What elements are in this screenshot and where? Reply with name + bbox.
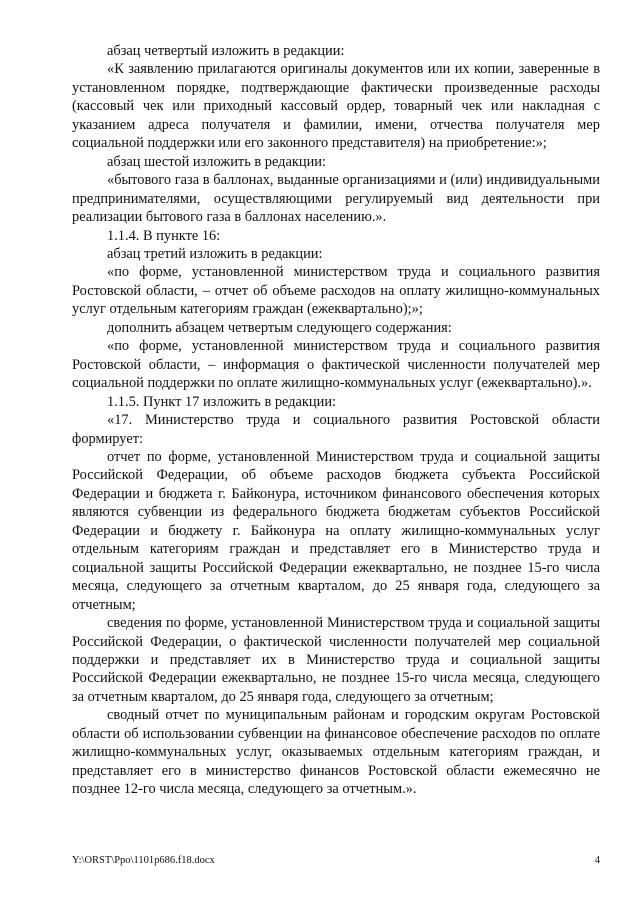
paragraph: абзац четвертый изложить в редакции: [107,43,345,59]
document-body [72,42,600,799]
paragraph: «по форме, установленной министерством труда и социального развития Ростовской области, – отчет об объеме расходов на оплату жилищно-коммунальных услуг отдельным категориям граждан (ежеквартально);»; [72,264,600,318]
paragraph: 1.1.4. В пункте 16: [107,227,221,244]
paragraph: дополнить абзацем четвертым следующего содержания: [107,319,452,336]
paragraph: «К заявлению прилагаются оригиналы документов или их копии, заверенные в установленном порядке, подтверждающие фактически произведенные расходы (кассовый чек или приходный кассовый ордер, товарный чек или накладная с указанием адреса получателя и фамилии, имени, отчества получателя мер социальной поддержки или его законного представителя) на приобретение:»; [72,61,600,152]
page-footer [72,853,600,869]
paragraph: абзац третий изложить в редакции: [107,245,323,262]
page-number: 4 [594,855,600,866]
paragraph: сведения по форме, установленной Министерством труда и социальной защиты Российской Федерации, о фактической численности получателей мер социальной поддержки и представляет их в Министерство труда и социальной защиты Российской Федерации ежеквартально, не позднее 15-го числа месяца, следующего за отчетным кварталом, до 25 января года, следующего за отчетным; [72,615,600,705]
paragraph: «по форме, установленной министерством труда и социального развития Ростовской области, – информация о фактической численности получателей мер социальной поддержки по оплате жилищно-коммунальных услуг (ежеквартально).». [72,338,600,392]
paragraph: «17. Министерство труда и социального развития Ростовской области формирует: [72,412,600,447]
paragraph: 1.1.5. Пункт 17 изложить в редакции: [107,393,337,410]
paragraph: «бытового газа в баллонах, выданные организациями и (или) индивидуальными предпринимателями, осуществляющими регулируемый вид деятельности при реализации бытового газа в баллонах населению.». [72,172,600,226]
footer-file-path: Y:\ORST\Ppo\1101p686.f18.docx [72,855,215,866]
paragraph: отчет по форме, установленной Министерством труда и социальной защиты Российской Федерации, об объеме расходов бюджета субъекта Российской Федерации и бюджета г. Байконура, источником финансового обеспечения которых являются субвенции из федерального бюджета бюджетам субъектов Российской Федерации и бюджету г. Байконура на оплату жилищно-коммунальных услуг отдельным категориям граждан и представляет его в Министерство труда и социальной защиты Российской Федерации ежеквартально, не позднее 15-го числа месяца, следующего за отчетным кварталом, до 25 января года, следующего за отчетным; [72,448,600,613]
paragraph: сводный отчет по муниципальным районам и городским округам Ростовской области об использовании субвенции на финансовое обеспечение расходов по оплате жилищно-коммунальных услуг, оказываемых отдельным категориям граждан, и представляет его в министерство финансов Ростовской области ежемесячно не позднее 12-го числа месяца, следующего за отчетным.». [72,707,600,798]
paragraph: абзац шестой изложить в редакции: [107,153,326,170]
